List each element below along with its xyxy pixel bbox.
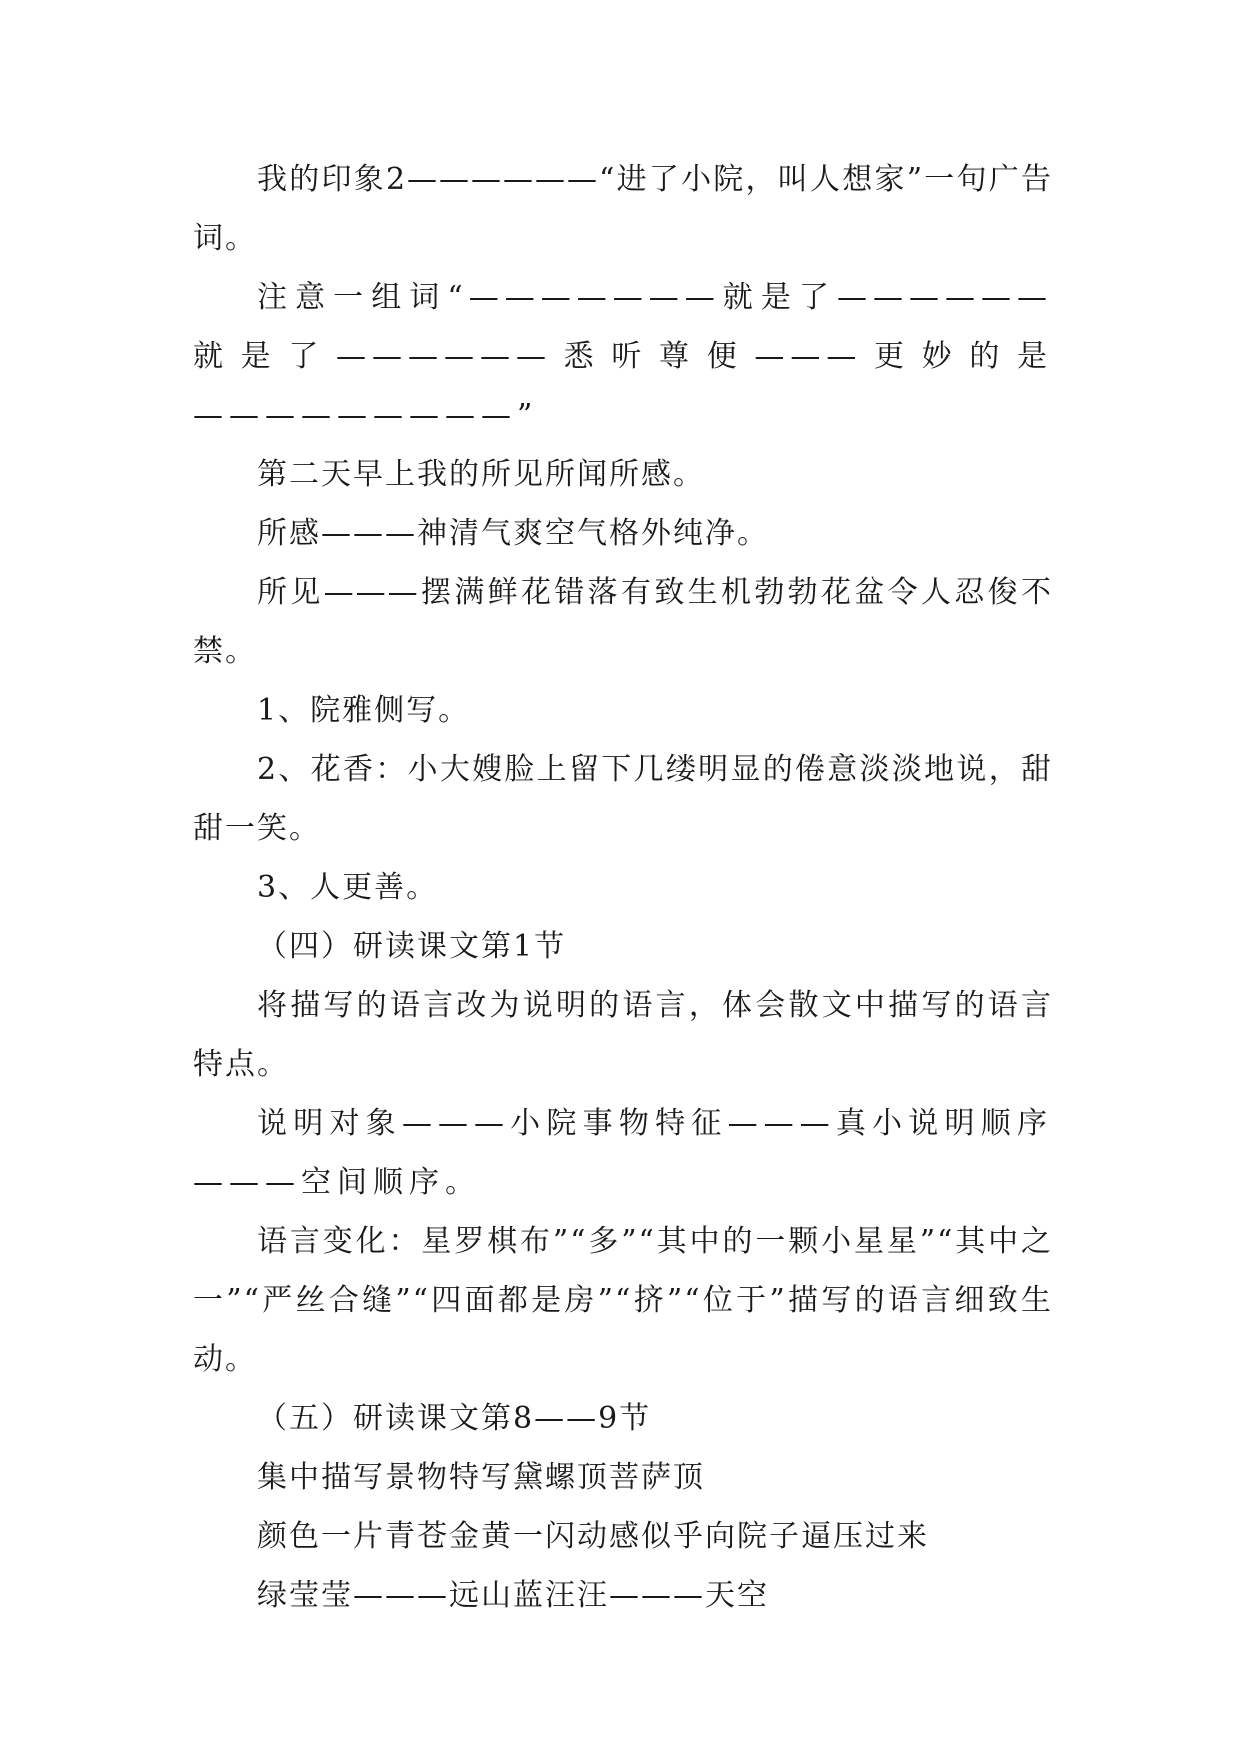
paragraph-color: 颜色一片青苍金黄一闪动感似乎向院子逼压过来 [257, 1519, 929, 1554]
paragraph-rewrite-task: 将描写的语言改为说明的语言，体会散文中描写的语言特点。 [193, 988, 1053, 1082]
paragraph-next-morning: 第二天早上我的所见所闻所感。 [257, 457, 705, 492]
paragraph-word-group: 注意一组词“———————就是了——————就是了——————悉听尊便———更妙的是—————————” [193, 280, 1053, 433]
paragraph-scenery: 集中描写景物特写黛螺顶菩萨顶 [257, 1460, 705, 1495]
list-item-3: 3、人更善。 [257, 870, 439, 905]
document-body [193, 150, 1053, 1625]
paragraph-feeling: 所感———神清气爽空气格外纯净。 [257, 516, 769, 551]
section-heading-5: （五）研读课文第8——9节 [257, 1401, 652, 1436]
paragraph-explanation-object: 说明对象———小院事物特征———真小说明顺序———空间顺序。 [193, 1106, 1053, 1200]
paragraph-language-change: 语言变化：星罗棋布”“多”“其中的一颗小星星”“其中之一”“严丝合缝”“四面都是房”“挤”“位于”描写的语言细致生动。 [193, 1224, 1053, 1377]
paragraph-seen: 所见———摆满鲜花错落有致生机勃勃花盆令人忍俊不禁。 [193, 575, 1053, 669]
section-heading-4: （四）研读课文第1节 [257, 929, 567, 964]
paragraph-green-blue: 绿莹莹———远山蓝汪汪———天空 [257, 1578, 769, 1613]
list-item-2: 2、花香：小大嫂脸上留下几缕明显的倦意淡淡地说，甜甜一笑。 [193, 752, 1053, 846]
paragraph-impression-2: 我的印象2——————“进了小院，叫人想家”一句广告词。 [193, 162, 1053, 256]
list-item-1: 1、院雅侧写。 [257, 693, 471, 728]
